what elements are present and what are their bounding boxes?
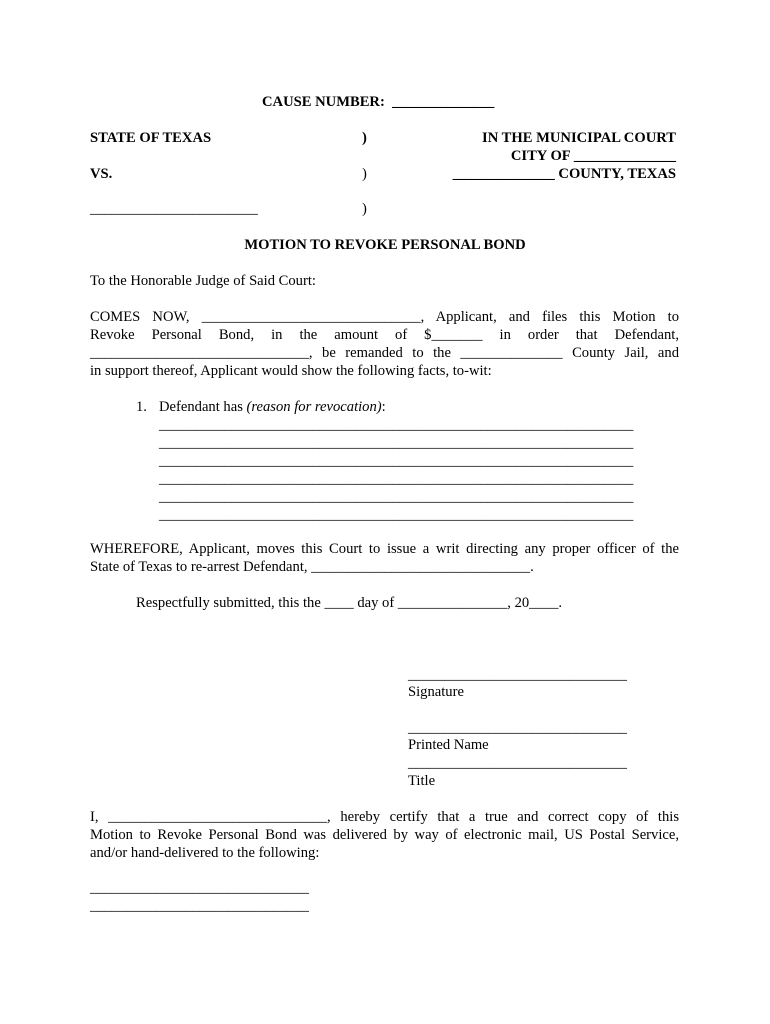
caption-paren-2: ) bbox=[362, 166, 367, 182]
comes-now-line-4: in support thereof, Applicant would show the following facts, to-wit: bbox=[90, 363, 492, 379]
submitted-date-line: Respectfully submitted, this the ____ day of _______________, 20____. bbox=[136, 595, 563, 611]
item-text bbox=[159, 398, 386, 416]
recipient-line: ______________________________ bbox=[90, 898, 309, 914]
item-number: 1. bbox=[136, 399, 147, 415]
comes-now-line-2: Revoke Personal Bond, in the amount of $_______ in order that Defendant, bbox=[90, 327, 679, 343]
item-reason: (reason for revocation) bbox=[246, 399, 382, 415]
certificate-line-3: and/or hand-delivered to the following: bbox=[90, 845, 320, 861]
caption-court: IN THE MUNICIPAL COURT bbox=[482, 130, 676, 146]
caption-vs: VS. bbox=[90, 166, 113, 182]
wherefore-paragraph bbox=[90, 540, 679, 576]
comes-now-paragraph bbox=[90, 308, 679, 380]
reason-blank-line: _________________________________________________________________ bbox=[159, 507, 634, 523]
salutation: To the Honorable Judge of Said Court: bbox=[90, 273, 316, 289]
reason-blank-line: _________________________________________________________________ bbox=[159, 435, 634, 451]
reason-blank-line: _________________________________________________________________ bbox=[159, 489, 634, 505]
certificate-paragraph bbox=[90, 808, 679, 862]
signature-line: ______________________________ bbox=[408, 667, 627, 683]
wherefore-line-1: WHEREFORE, Applicant, moves this Court to issue a writ directing any proper officer of the bbox=[90, 541, 679, 557]
document-title: MOTION TO REVOKE PERSONAL BOND bbox=[244, 237, 526, 253]
reason-blank-line: _________________________________________________________________ bbox=[159, 471, 634, 487]
caption-city: CITY OF ______________ bbox=[510, 148, 676, 164]
title-line: ______________________________ bbox=[408, 755, 627, 771]
caption-defendant-blank: _______________________ bbox=[90, 201, 258, 217]
caption-paren-1: ) bbox=[362, 130, 367, 146]
recipient-line: ______________________________ bbox=[90, 880, 309, 896]
title-label: Title bbox=[408, 773, 436, 789]
caption-state: STATE OF TEXAS bbox=[90, 130, 212, 146]
wherefore-line-2: State of Texas to re-arrest Defendant, ______________________________. bbox=[90, 559, 534, 575]
item-colon: : bbox=[381, 399, 386, 415]
certificate-line-2: Motion to Revoke Personal Bond was delivered by way of electronic mail, US Postal Service, bbox=[90, 827, 679, 843]
item-lead: Defendant has bbox=[159, 399, 247, 415]
comes-now-line-3: ______________________________, be remanded to the ______________ County Jail, and bbox=[90, 345, 679, 361]
printed-name-line: ______________________________ bbox=[408, 720, 627, 736]
cause-number: CAUSE NUMBER: ______________ bbox=[262, 94, 495, 110]
caption-county: ______________ COUNTY, TEXAS bbox=[452, 166, 676, 182]
comes-now-line-1: COMES NOW, ______________________________, Applicant, and files this Motion to bbox=[90, 309, 679, 325]
certificate-line-1: I, ______________________________, hereby certify that a true and correct copy of this bbox=[90, 809, 679, 825]
reason-blank-line: _________________________________________________________________ bbox=[159, 417, 634, 433]
caption-paren-3: ) bbox=[362, 201, 367, 217]
reason-blank-line: _________________________________________________________________ bbox=[159, 453, 634, 469]
printed-name-label: Printed Name bbox=[408, 737, 489, 753]
signature-label: Signature bbox=[408, 684, 464, 700]
